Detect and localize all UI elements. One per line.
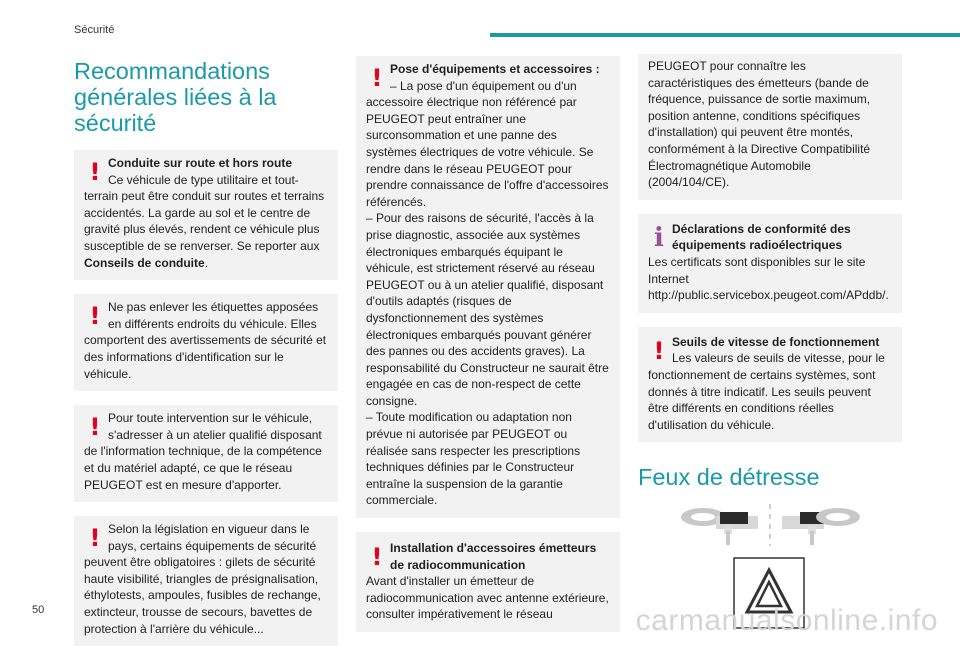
warning-box-speed-thresholds	[638, 327, 902, 443]
link-driving-advice: Conseils de conduite	[84, 255, 205, 270]
box-text: Selon la législation en vigueur dans le pays, certains équipements de sécurité peuvent être obligatoires : gilets de sécurité haute visibilité, triangles de présignalisation, éthylotests, ampoules, fusibles de rechange, extincteur, trousse de secours, bavettes de protection à l'arrière du véhicule...	[84, 522, 321, 636]
info-icon: i	[654, 222, 664, 253]
box-paragraph-2: – Pour des raisons de sécurité, l'accès à la prise diagnostic, associée aux systèmes électroniques embarqués équipant le véhicule, est strictement réservé au réseau PEUGEOT ou à un atelier qualifié, disposant d'outils adaptés (risques de dysfonctionnement des systèmes électroniques embarqués pouvant générer des pannes ou des accidents graves). La responsabilité du Constructeur ne saurait être engagée en cas de non-respect de cette consigne.	[366, 211, 609, 408]
header-accent-bar	[490, 33, 960, 37]
watermark: carmanualsonline.info	[635, 604, 938, 637]
box-text: PEUGEOT pour connaître les caractéristiques des émetteurs (bande de fréquence, puissance de sortie maximum, position antenne, conditions spécifiques d'installation) qui peuvent être montés, conformément à la Directive Compatibilité Électromagnétique Automobile (2004/104/CE).	[648, 59, 871, 190]
column-3	[638, 54, 902, 664]
warning-box-accessories	[356, 56, 620, 518]
box-title: Installation d'accessoires émetteurs de radiocommunication	[390, 541, 597, 572]
box-text: Ne pas enlever les étiquettes apposées en différents endroits du véhicule. Elles comportent des avertissements de sécurité et des informations d'identification sur le véhicule.	[84, 300, 327, 381]
warning-icon: !	[371, 64, 383, 92]
warning-box-intervention	[74, 405, 338, 502]
section-heading: Recommandations générales liées à la sécurité	[74, 58, 277, 136]
box-text: Avant d'installer un émetteur de radiocommunication avec antenne extérieure, consulter impérativement le réseau	[366, 574, 609, 622]
steering-wheel-icon	[681, 508, 758, 545]
box-text: Les certificats sont disponibles sur le site Internet http://public.servicebox.peugeot.com/APddb/.	[648, 254, 889, 303]
box-text: Pour toute intervention sur le véhicule, s'adresser à un atelier qualifié disposant de l'information technique, de la compétence et du matériel adapté, ce que le réseau PEUGEOT est en mesure d'apporter.	[84, 411, 322, 492]
box-radio-continued	[638, 54, 902, 200]
column-1	[74, 50, 338, 660]
warning-icon: !	[89, 158, 101, 186]
box-title: Seuils de vitesse de fonctionnement	[672, 334, 880, 349]
box-paragraph-1: – La pose d'un équipement ou d'un accessoire électrique non référencé par PEUGEOT peut entraîner une surconsommation et une panne des systèmes électriques de votre véhicule. Se rendre dans le réseau PEUGEOT pour prendre connaissance de l'offre d'accessoires référencés.	[366, 78, 609, 209]
warning-box-driving	[74, 150, 338, 280]
page-number: 50	[32, 604, 45, 616]
box-title: Conduite sur route et hors route	[108, 156, 293, 170]
box-title: Déclarations de conformité des équipements radioélectriques	[672, 221, 851, 253]
info-box-declarations	[638, 214, 902, 313]
section-heading-hazard: Feux de détresse	[638, 464, 820, 491]
warning-icon: !	[89, 302, 101, 331]
warning-icon: !	[89, 413, 101, 442]
warning-box-labels	[74, 294, 338, 391]
warning-icon: !	[89, 524, 101, 553]
box-paragraph-3: – Toute modification ou adaptation non prévue ni autorisée par PEUGEOT ou réalisée sans respecter les prescriptions techniques définies par le Constructeur entraîne la suspension de la garantie commerciale.	[366, 410, 581, 508]
section-label: Sécurité	[74, 24, 115, 36]
warning-icon: !	[653, 336, 665, 365]
box-text: Les valeurs de seuils de vitesse, pour le fonctionnement de certains systèmes, sont donnés à titre indicatif. Les seuils peuvent être différents en conditions réelles d'utilisation du véhicule.	[648, 351, 885, 432]
box-text: Ce véhicule de type utilitaire et tout-terrain peut être conduit sur routes et terrains accidentés. La garde au sol et le centre de gravité plus élevés, rendent ce véhicule plus susceptible de se renverser. Se reporter aux Conseils de conduite.	[84, 172, 325, 270]
box-title: Pose d'équipements et accessoires :	[390, 62, 600, 76]
warning-box-radio	[356, 532, 620, 632]
steering-wheel-icon	[782, 508, 860, 545]
column-2	[356, 56, 620, 646]
hazard-illustration	[638, 504, 902, 664]
warning-box-legislation	[74, 516, 338, 646]
warning-icon: !	[371, 543, 383, 572]
